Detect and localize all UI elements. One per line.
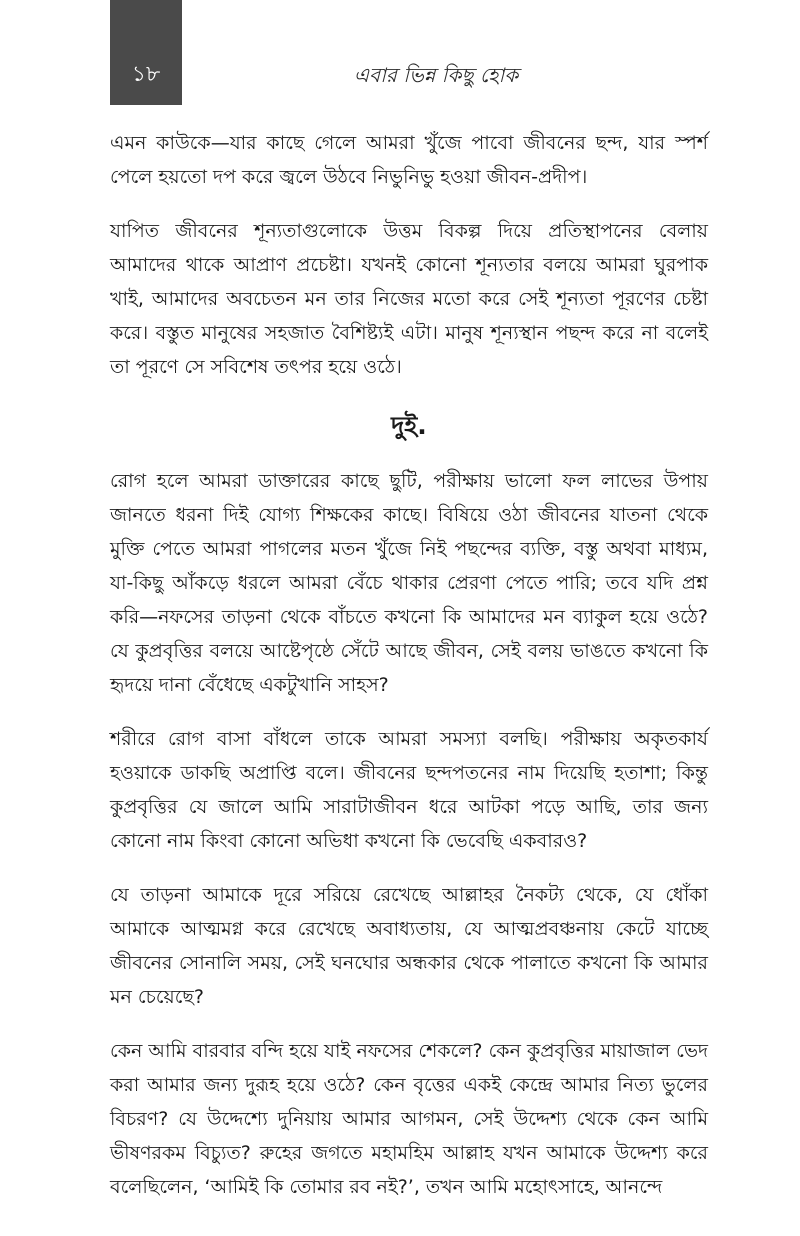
paragraph: কেন আমি বারবার বন্দি হয়ে যাই নফসের শেকলে? কেন কুপ্রবৃত্তির মায়াজাল ভেদ করা আমার জন্য দুরূহ হয়ে ওঠে? কেন বৃত্তের একই কেন্দ্রে আমার নিত্য ভুলের বিচরণ? যে উদ্দেশ্যে দুনিয়ায় আমার আগমন, সেই উদ্দেশ্য থেকে কেন আমি ভীষণরকম বিচ্যুত? রুহের জগতে মহামহিম আল্লাহ যখন আমাকে উদ্দেশ্য করে বলেছিলেন, ‘আমিই কি তোমার রব নই?’, তখন আমি মহোৎসাহে, আনন্দে (110, 1040, 708, 1198)
paragraph: এমন কাউকে—যার কাছে গেলে আমরা খুঁজে পাবো জীবনের ছন্দ, যার স্পর্শ পেলে হয়তো দপ করে জ্বলে উঠবে নিভুনিভু হওয়া জীবন-প্রদীপ। (110, 132, 708, 188)
paragraph: শরীরে রোগ বাসা বাঁধলে তাকে আমরা সমস্যা বলছি। পরীক্ষায় অকৃতকার্য হওয়াকে ডাকছি অপ্রাপ্তি বলে। জীবনের ছন্দপতনের নাম দিয়েছি হতাশা; কিন্তু কুপ্রবৃত্তির যে জালে আমি সারাটাজীবন ধরে আটকা পড়ে আছি, তার জন্য কোনো নাম কিংবা কোনো অভিধা কখনো কি ভেবেছি একবারও? (110, 728, 708, 852)
paragraph: যাপিত জীবনের শূন্যতাগুলোকে উত্তম বিকল্প দিয়ে প্রতিস্থাপনের বেলায় আমাদের থাকে আপ্রাণ প্রচেষ্টা। যখনই কোনো শূন্যতার বলয়ে আমরা ঘুরপাক খাই, আমাদের অবচেতন মন তার নিজের মতো করে সেই শূন্যতা পূরণের চেষ্টা করে। বস্তুত মানুষের সহজাত বৈশিষ্ট্যই এটা। মানুষ শূন্যস্থান পছন্দ করে না বলেই তা পূরণে সে সবিশেষ তৎপর হয়ে ওঠে। (110, 220, 708, 378)
paragraph: যে তাড়না আমাকে দূরে সরিয়ে রেখেছে আল্লাহর নৈকট্য থেকে, যে ধোঁকা আমাকে আত্মমগ্ন করে রেখেছে অবাধ্যতায়, যে আত্মপ্রবঞ্চনায় কেটে যাচ্ছে জীবনের সোনালি সময়, সেই ঘনঘোর অন্ধকার থেকে পালাতে কখনো কি আমার মন চেয়েছে? (110, 884, 708, 1008)
page-body (110, 126, 708, 1224)
paragraph: রোগ হলে আমরা ডাক্তারের কাছে ছুটি, পরীক্ষায় ভালো ফল লাভের উপায় জানতে ধরনা দিই যোগ্য শিক্ষকের কাছে। বিষিয়ে ওঠা জীবনের যাতনা থেকে মুক্তি পেতে আমরা পাগলের মতন খুঁজে নিই পছন্দের ব্যক্তি, বস্তু অথবা মাধ্যম, যা-কিছু আঁকড়ে ধরলে আমরা বেঁচে থাকার প্রেরণা পেতে পারি; তবে যদি প্রশ্ন করি—নফসের তাড়না থেকে বাঁচতে কখনো কি আমাদের মন ব্যাকুল হয়ে ওঠে? যে কুপ্রবৃত্তির বলয়ে আষ্টেপৃষ্ঠে সেঁটে আছে জীবন, সেই বলয় ভাঙতে কখনো কি হৃদয়ে দানা বেঁধেছে একটুখানি সাহস? (110, 470, 708, 696)
page-number: ১৮ (131, 62, 161, 87)
running-title: এবার ভিন্ন কিছু হোক (353, 63, 519, 87)
section-heading: দুই. (391, 411, 427, 440)
